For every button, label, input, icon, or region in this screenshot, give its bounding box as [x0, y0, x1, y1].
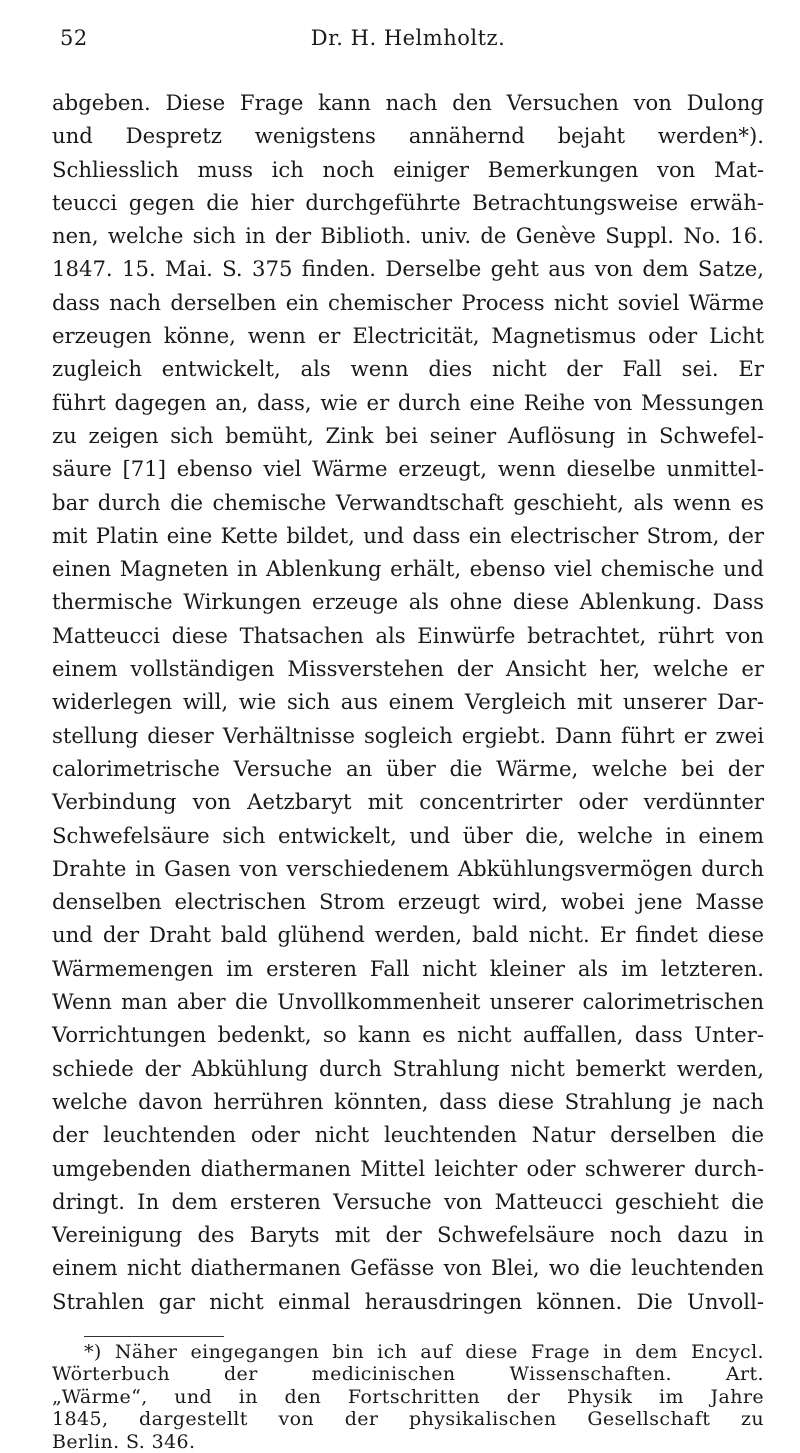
body-line: schiede der Abkühlung durch Strahlung nicht bemerkt werden,	[52, 1055, 764, 1081]
body-line: Wärmemengen im ersteren Fall nicht kleiner als im letzteren.	[52, 955, 764, 981]
running-title: Dr. H. Helmholtz.	[310, 26, 506, 50]
body-line: Matteucci diese Thatsachen als Einwürfe betrachtet, rührt von	[52, 622, 764, 648]
body-line: teucci gegen die hier durchgeführte Betrachtungsweise erwäh-	[52, 189, 764, 215]
body-line: Schliesslich muss ich noch einiger Bemerkungen von Mat-	[52, 156, 764, 182]
running-head	[52, 26, 764, 60]
body-line: mit Platin eine Kette bildet, und dass ein electrischer Strom, der	[52, 522, 764, 548]
body-line: calorimetrische Versuche an über die Wärme, welche bei der	[52, 755, 764, 781]
body-line: welche davon herrühren könnten, dass diese Strahlung je nach	[52, 1088, 764, 1114]
body-line: einem vollständigen Missverstehen der Ansicht her, welche er	[52, 656, 764, 682]
body-line: widerlegen will, wie sich aus einem Vergleich mit unserer Dar-	[52, 689, 764, 715]
body-line: Schwefelsäure sich entwickelt, und über die, welche in einem	[52, 822, 764, 848]
body-line: und Despretz wenigstens annähernd bejaht werden*).	[52, 123, 764, 149]
body-line: bar durch die chemische Verwandtschaft geschieht, als wenn es	[52, 489, 764, 515]
document-page	[52, 26, 764, 1453]
body-line: umgebenden diathermanen Mittel leichter oder schwerer durch-	[52, 1155, 764, 1181]
footnote-line: Berlin. S. 346.	[52, 1430, 196, 1453]
body-line: erzeugen könne, wenn er Electricität, Magnetismus oder Licht	[52, 323, 764, 349]
page-number: 52	[60, 26, 88, 50]
footnote-line: 1845, dargestellt von der physikalischen Gesellschaft zu	[52, 1408, 764, 1431]
footnote-line: „Wärme“, und in den Fortschritten der Physik im Jahre	[52, 1385, 764, 1408]
body-line: denselben electrischen Strom erzeugt wird, wobei jene Masse	[52, 889, 764, 915]
footnote-line: *) Näher eingegangen bin ich auf diese Frage in dem Encycl.	[84, 1340, 764, 1363]
body-line: Strahlen gar nicht einmal herausdringen können. Die Unvoll-	[52, 1288, 764, 1314]
body-text	[52, 86, 764, 1318]
body-line: säure [71] ebenso viel Wärme erzeugt, wenn dieselbe unmittel-	[52, 456, 764, 482]
body-line: Vorrichtungen bedenkt, so kann es nicht auffallen, dass Unter-	[52, 1022, 764, 1048]
body-line: stellung dieser Verhältnisse sogleich ergiebt. Dann führt er zwei	[52, 722, 764, 748]
body-line: thermische Wirkungen erzeuge als ohne diese Ablenkung. Dass	[52, 589, 764, 615]
footnote	[52, 1341, 764, 1453]
body-line: Drahte in Gasen von verschiedenem Abkühlungsvermögen durch	[52, 855, 764, 881]
body-line: Vereinigung des Baryts mit der Schwefelsäure noch dazu in	[52, 1222, 764, 1248]
body-line: führt dagegen an, dass, wie er durch eine Reihe von Messungen	[52, 389, 764, 415]
footnote-divider	[84, 1336, 224, 1337]
body-line: einen Magneten in Ablenkung erhält, ebenso viel chemische und	[52, 556, 764, 582]
footnote-line: Wörterbuch der medicinischen Wissenschaften. Art.	[52, 1363, 764, 1386]
body-line: der leuchtenden oder nicht leuchtenden Natur derselben die	[52, 1122, 764, 1148]
body-line: nen, welche sich in der Biblioth. univ. de Genève Suppl. No. 16.	[52, 223, 764, 249]
body-line: dringt. In dem ersteren Versuche von Matteucci geschieht die	[52, 1188, 764, 1214]
body-line: zu zeigen sich bemüht, Zink bei seiner Auflösung in Schwefel-	[52, 422, 764, 448]
body-line: Verbindung von Aetzbaryt mit concentrirter oder verdünnter	[52, 789, 764, 815]
body-line: dass nach derselben ein chemischer Process nicht soviel Wärme	[52, 289, 764, 315]
body-line: zugleich entwickelt, als wenn dies nicht der Fall sei. Er	[52, 356, 764, 382]
body-line: Wenn man aber die Unvollkommenheit unserer calorimetrischen	[52, 989, 764, 1015]
body-line: abgeben. Diese Frage kann nach den Versuchen von Dulong	[52, 90, 764, 115]
body-line: und der Draht bald glühend werden, bald nicht. Er findet diese	[52, 922, 764, 948]
body-line: 1847. 15. Mai. S. 375 finden. Derselbe geht aus von dem Satze,	[52, 256, 764, 282]
body-line: einem nicht diathermanen Gefässe von Blei, wo die leuchtenden	[52, 1255, 764, 1281]
